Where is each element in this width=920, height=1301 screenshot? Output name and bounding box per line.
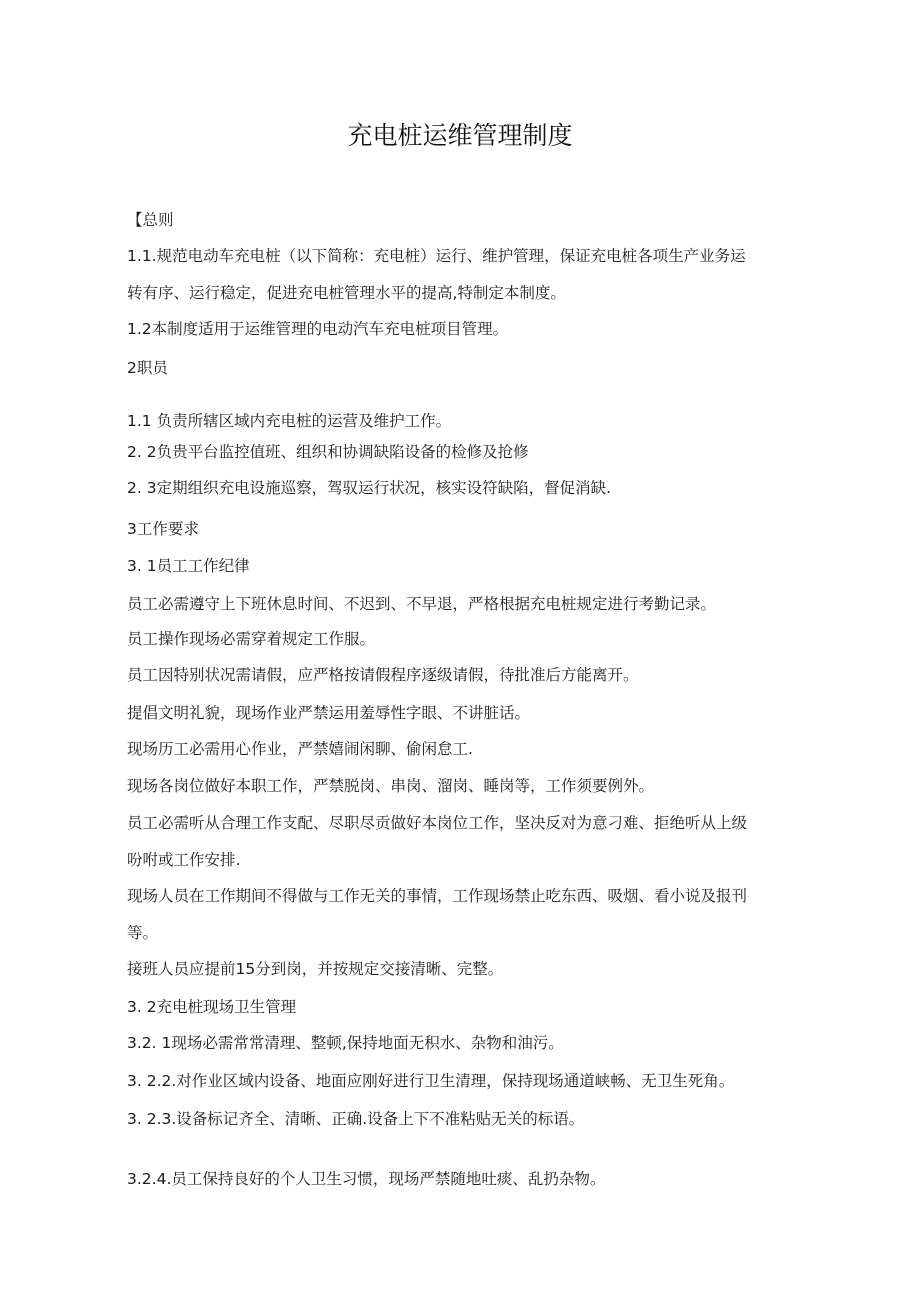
paragraph-line: 现场历工必需用心作业，严禁嬉闹闲聊、偷闲怠工.: [127, 740, 473, 758]
paragraph-line: 吩咐或工作安排.: [127, 851, 241, 869]
paragraph-line: 转有序、运行稳定，促进充电桩管理水平的提高,特制定本制度。: [127, 284, 566, 302]
paragraph-line: 2. 2负贵平台监控值班、组织和协调缺陷设备的检修及抢修: [127, 443, 529, 461]
paragraph-line: 提倡文明礼貌，现场作业严禁运用羞辱性字眼、不讲脏话。: [127, 704, 531, 722]
paragraph-line: 接班人员应提前15分到岗，并按规定交接清晰、完整。: [127, 960, 504, 978]
document-title: 充电桩运维管理制度: [347, 121, 573, 150]
paragraph-line: 现场各岗位做好本职工作，严禁脱岗、串岗、溜岗、睡岗等，工作须要例外。: [127, 777, 655, 795]
paragraph-line: 1.1 负责所辖区域内充电桩的运营及维护工作。: [127, 412, 452, 430]
section-heading: 3工作要求: [127, 520, 199, 538]
subsection-heading: 3. 2充电桩现场卫生管理: [127, 998, 297, 1016]
paragraph-line: 员工操作现场必需穿着规定工作服。: [127, 630, 376, 648]
paragraph-line: 1.2本制度适用于运维管理的电动汽车充电桩项目管理。: [127, 320, 509, 338]
paragraph-line: 员工因特别状况需请假，应严格按请假程序逐级请假，待批准后方能离开。: [127, 666, 639, 684]
paragraph-line: 3. 2.3.设备标记齐全、清晰、正确.设备上下不准粘贴无关的标语。: [127, 1110, 585, 1128]
subsection-heading: 3. 1员工工作纪律: [127, 557, 250, 575]
paragraph-line: 员工必需听从合理工作支配、尽职尽贡做好本岗位工作，坚决反对为意刁难、拒绝听从上级: [127, 814, 748, 832]
paragraph-line: 现场人员在工作期间不得做与工作无关的事情，工作现场禁止吃东西、吸烟、看小说及报刊: [127, 887, 748, 905]
paragraph-line: 1.1.规范电动车充电桩（以下简称：充电桩）运行、维护管理，保证充电桩各项生产业务运: [127, 247, 746, 265]
paragraph-line: 3.2.4.员工保持良好的个人卫生习惯，现场严禁随地吐痰、乱扔杂物。: [127, 1170, 606, 1188]
section-heading: 2职员: [127, 359, 168, 377]
section-heading: 【总则: [127, 211, 174, 229]
paragraph-line: 员工必需遵守上下班休息时间、不迟到、不早退，严格根据充电桩规定进行考勤记录。: [127, 595, 717, 613]
paragraph-line: 2. 3定期组织充电设施巡察，驾驭运行状况，核实设符缺陷，督促消缺.: [127, 479, 612, 497]
paragraph-line: 3. 2.2.对作业区域内设备、地面应刚好进行卫生清理，保持现场通道峡畅、无卫生死角。: [127, 1072, 735, 1090]
paragraph-line: 等。: [127, 924, 159, 942]
paragraph-line: 3.2. 1现场必需常常清理、整顿,保持地面无积水、杂物和油污。: [127, 1034, 564, 1052]
